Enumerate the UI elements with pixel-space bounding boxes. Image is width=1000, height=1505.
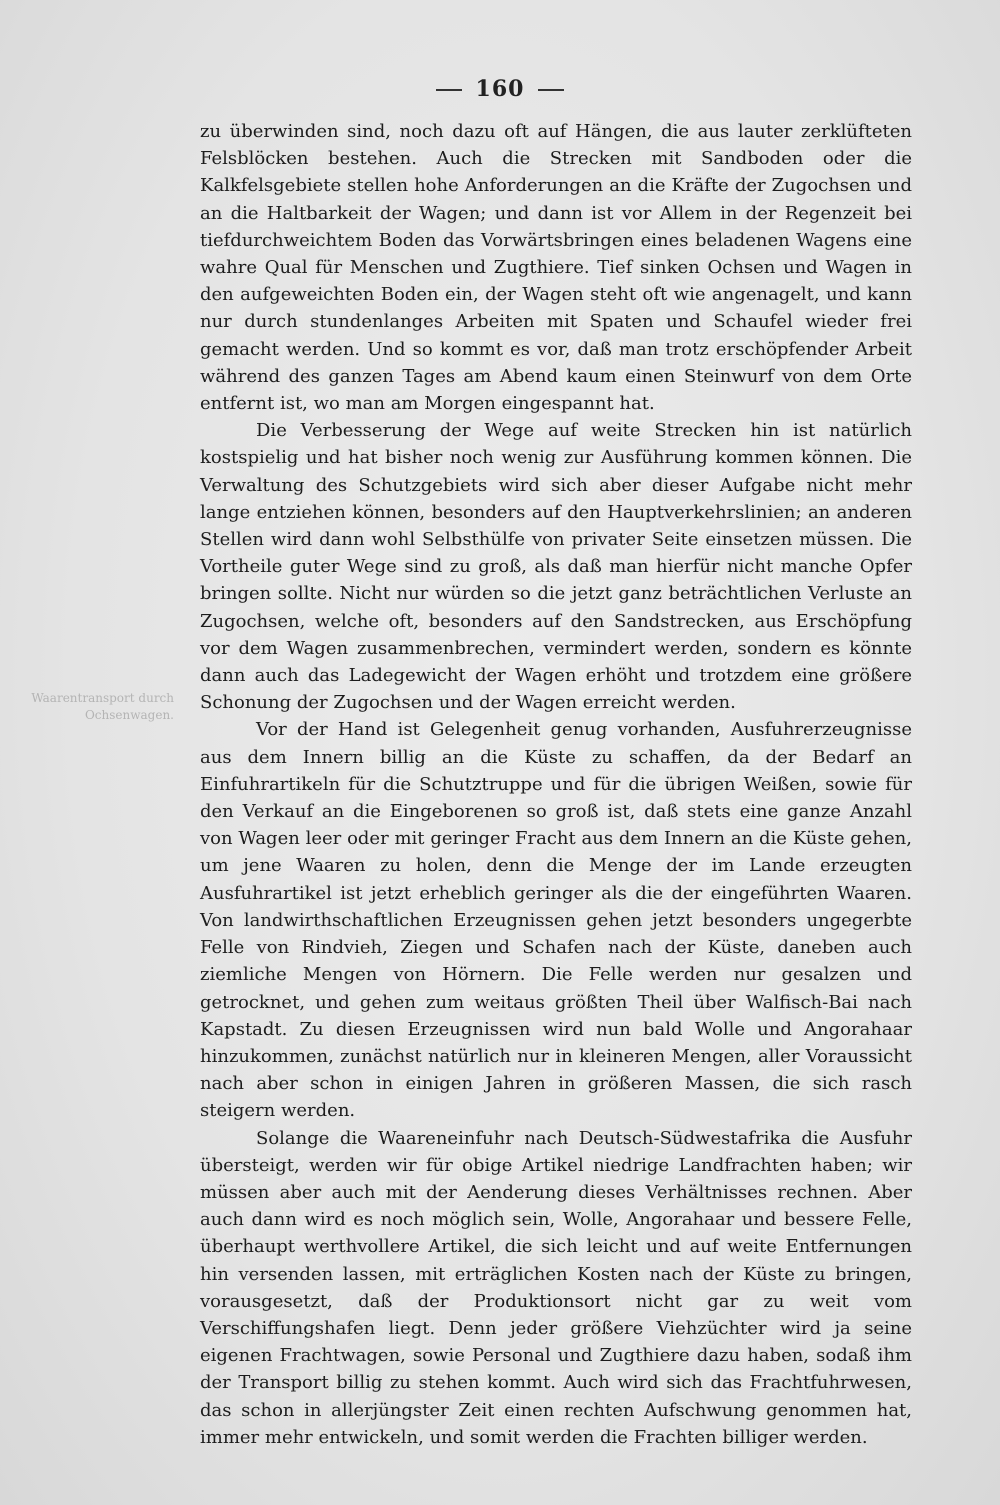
page-number-header: [0, 76, 1000, 102]
left-dash: [436, 89, 462, 91]
right-dash: [538, 89, 564, 91]
body-text: [200, 118, 912, 1451]
margin-note: [14, 690, 174, 724]
margin-note-line: Waarentransport durch: [31, 691, 174, 705]
paragraph: Solange die Waareneinfuhr nach Deutsch-Südwestafrika die Ausfuhr übersteigt, werden wir für obige Artikel niedrige Landfrachten haben; wir müssen aber auch mit der Aenderung dieses Verhältnisses rechnen. Aber auch dann wird es noch möglich sein, Wolle, Angorahaar und bessere Felle, überhaupt werthvollere Artikel, die sich leicht und auf weite Entfernungen hin versenden lassen, mit erträglichen Kosten nach der Küste zu bringen, vorausgesetzt, daß der Produktionsort nicht gar zu weit vom Verschiffungshafen liegt. Denn jeder größere Viehzüchter wird ja seine eigenen Frachtwagen, sowie Personal und Zugthiere dazu haben, sodaß ihm der Transport billig zu stehen kommt. Auch wird sich das Frachtfuhrwesen, das schon in allerjüngster Zeit einen rechten Aufschwung genommen hat, immer mehr entwickeln, und somit werden die Frachten billiger werden.: [200, 1127, 912, 1448]
margin-note-line: Ochsenwagen.: [84, 708, 174, 722]
paragraph: Vor der Hand ist Gelegenheit genug vorhanden, Ausfuhrerzeugnisse aus dem Innern billig an die Küste zu schaffen, da der Bedarf an Einfuhrartikeln für die Schutztruppe und für die übrigen Weißen, sowie für den Verkauf an die Eingeborenen so groß ist, daß stets eine ganze Anzahl von Wagen leer oder mit geringer Fracht aus dem Innern an die Küste gehen, um jene Waaren zu holen, denn die Menge der im Lande erzeugten Ausfuhrartikel ist jetzt erheblich geringer als die der eingeführten Waaren. Von landwirthschaftlichen Erzeugnissen gehen jetzt besonders ungegerbte Felle von Rindvieh, Ziegen und Schafen nach der Küste, daneben auch ziemliche Mengen von Hörnern. Die Felle werden nur gesalzen und getrocknet, und gehen zum weitaus größten Theil über Walfisch-Bai nach Kapstadt. Zu diesen Erzeugnissen wird nun bald Wolle und Angorahaar hinzukommen, zunächst natürlich nur in kleineren Mengen, aller Voraussicht nach aber schon in einigen Jahren in größeren Massen, die sich rasch steigern werden.: [200, 719, 912, 1122]
page-number: 160: [475, 76, 525, 102]
paragraph: Die Verbesserung der Wege auf weite Strecken hin ist natürlich kostspielig und hat bisher noch wenig zur Ausführung kommen können. Die Verwaltung des Schutzgebiets wird sich aber dieser Aufgabe nicht mehr lange entziehen können, besonders auf den Hauptverkehrslinien; an anderen Stellen wird dann wohl Selbsthülfe von privater Seite einsetzen müssen. Die Vortheile guter Wege sind zu groß, als daß man hierfür nicht manche Opfer bringen sollte. Nicht nur würden so die jetzt ganz beträchtlichen Verluste an Zugochsen, welche oft, besonders auf den Sandstrecken, aus Erschöpfung vor dem Wagen zusammenbrechen, vermindert werden, sondern es könnte dann auch das Ladegewicht der Wagen erhöht und trotzdem eine größere Schonung der Zugochsen und der Wagen erreicht werden.: [200, 420, 912, 714]
paragraph: zu überwinden sind, noch dazu oft auf Hängen, die aus lauter zerklüfteten Felsblöcken bestehen. Auch die Strecken mit Sandboden oder die Kalkfelsgebiete stellen hohe Anforderungen an die Kräfte der Zugochsen und an die Haltbarkeit der Wagen; und dann ist vor Allem in der Regenzeit bei tiefdurchweichtem Boden das Vorwärtsbringen eines beladenen Wagens eine wahre Qual für Menschen und Zugthiere. Tief sinken Ochsen und Wagen in den aufgeweichten Boden ein, der Wagen steht oft wie angenagelt, und kann nur durch stundenlanges Arbeiten mit Spaten und Schaufel wieder frei gemacht werden. Und so kommt es vor, daß man trotz erschöpfender Arbeit während des ganzen Tages am Abend kaum einen Steinwurf von dem Orte entfernt ist, wo man am Morgen eingespannt hat.: [200, 121, 912, 415]
